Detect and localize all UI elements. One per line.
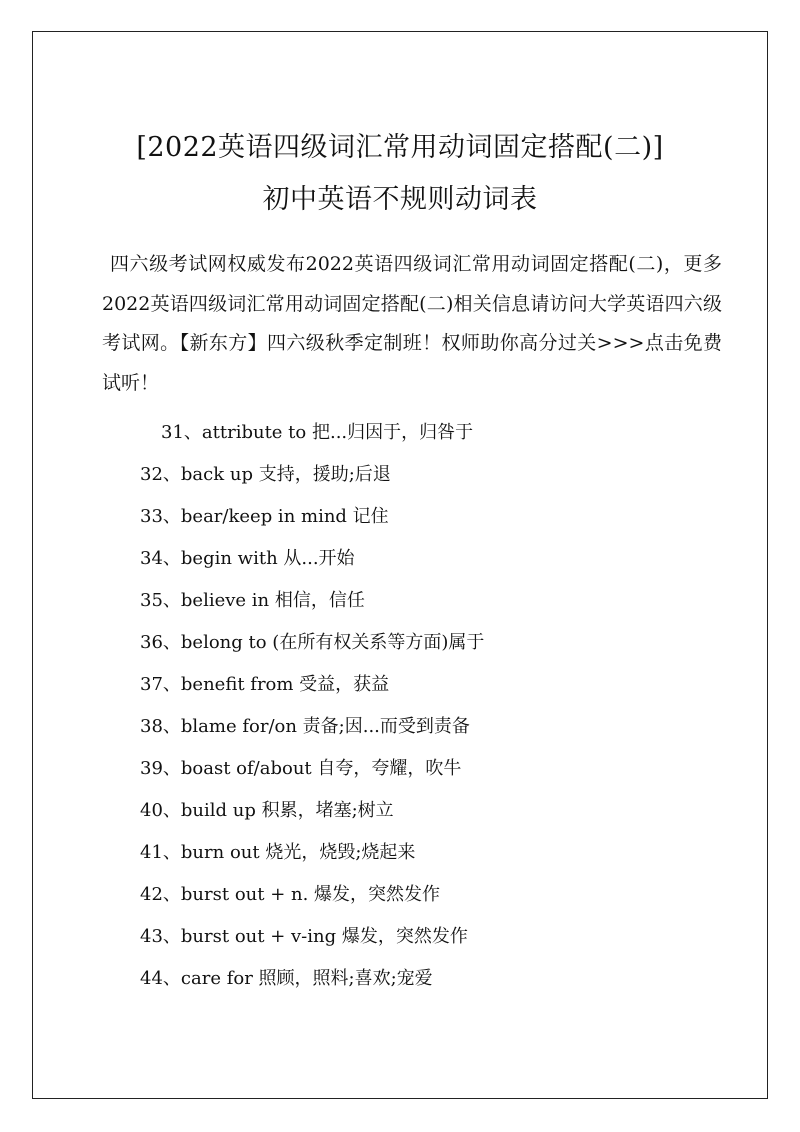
intro-paragraph: 四六级考试网权威发布2022英语四级词汇常用动词固定搭配(二)，更多2022英语四级词汇常用动词固定搭配(二)相关信息请访问大学英语四六级考试网。【新东方】四六级秋季定制班！权师助你高分过关>>>点击免费试听！ [102,253,722,394]
list-item [0,874,800,916]
list-item-text: 42、burst out + n. 爆发，突然发作 [140,884,441,905]
list-item [0,454,800,496]
title-line-1: [2022英语四级词汇常用动词固定搭配(二)] [136,132,664,163]
list-item-text: 39、boast of/about 自夸，夸耀，吹牛 [140,758,462,779]
list-item-text: 38、blame for/on 责备;因...而受到责备 [140,716,470,737]
list-item-text: 43、burst out + v-ing 爆发，突然发作 [140,926,468,947]
list-item-text: 36、belong to (在所有权关系等方面)属于 [140,632,485,653]
list-item-text: 41、burn out 烧光，烧毁;烧起来 [140,842,416,863]
list-item [0,706,800,748]
title-line-2: 初中英语不规则动词表 [262,184,538,215]
list-item [0,790,800,832]
list-item-text: 34、begin with 从...开始 [140,548,355,569]
list-item [0,496,800,538]
list-item-text: 31、attribute to 把...归因于，归咎于 [161,422,474,443]
list-item [0,580,800,622]
list-item-text: 44、care for 照顾，照料;喜欢;宠爱 [140,968,433,989]
list-item-text: 35、believe in 相信，信任 [140,590,365,611]
list-item [0,664,800,706]
list-item-text: 33、bear/keep in mind 记住 [140,506,389,527]
list-item [0,832,800,874]
list-item [0,748,800,790]
list-item-text: 32、back up 支持，援助;后退 [140,464,391,485]
list-item [0,916,800,958]
document-title [32,122,768,226]
list-item [0,412,800,454]
list-item-text: 37、benefit from 受益，获益 [140,674,390,695]
list-item [0,622,800,664]
list-item [0,538,800,580]
list-item-text: 40、build up 积累，堵塞;树立 [140,800,394,821]
phrase-list [0,412,800,1000]
list-item [0,958,800,1000]
